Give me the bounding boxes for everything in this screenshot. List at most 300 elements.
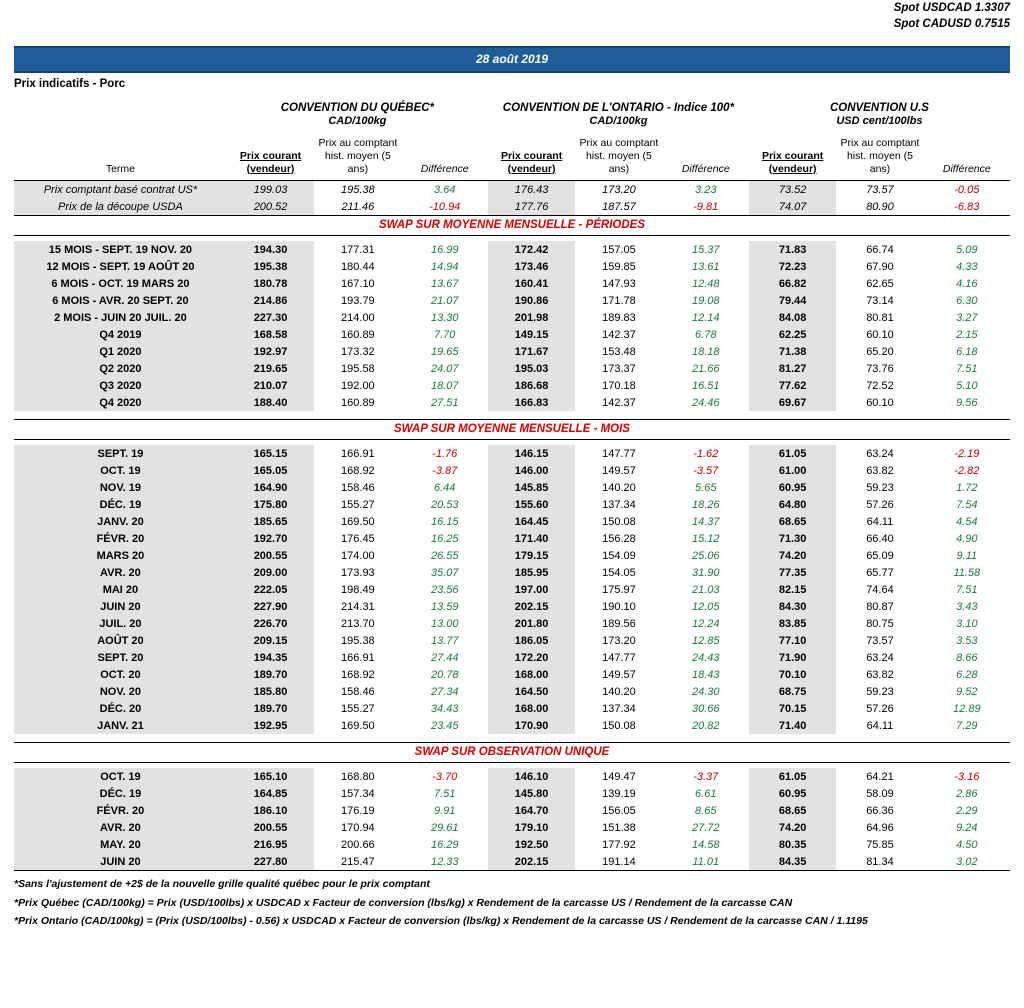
row-label: Q3 2020 [14,377,227,394]
cell-on-current: 195.03 [488,360,575,377]
cell-qc-current: 192.97 [227,343,314,360]
cell-qc-diff: 14.94 [430,260,459,273]
cell-qc-hist: 173.32 [341,345,375,358]
cell-us-hist: 63.82 [866,668,894,681]
cell-us-diff: 5.10 [956,379,978,392]
cell-us-hist: 65.77 [866,566,894,579]
cell-qc-current: 189.70 [227,666,314,683]
row-label: OCT. 20 [14,666,227,683]
cell-on-hist: 170.18 [602,379,636,392]
cell-us-current: 60.95 [749,479,836,496]
cell-on-hist: 149.57 [602,668,636,681]
cell-us-current: 70.10 [749,666,836,683]
cell-us-diff: 3.10 [956,617,978,630]
cell-on-hist: 171.78 [602,294,636,307]
cell-us-diff: 9.52 [956,685,978,698]
column-header-on-diff: Différence [681,162,730,175]
cell-qc-hist: 155.27 [341,498,375,511]
cell-qc-hist: 180.44 [341,260,375,273]
cell-qc-hist: 168.80 [341,770,375,783]
cell-qc-diff: 13.59 [430,600,459,613]
cell-us-current: 77.62 [749,377,836,394]
cell-qc-diff: -3.87 [432,464,458,477]
cell-on-hist: 187.57 [602,200,636,213]
cell-qc-current: 227.30 [227,309,314,326]
cell-us-hist: 57.26 [866,702,894,715]
footnote-1: *Sans l'ajustement de +2$ de la nouvelle grille qualité québec pour le prix comptant [14,878,430,891]
cell-us-hist: 81.34 [866,855,894,868]
cell-us-hist: 60.10 [866,328,894,341]
cell-on-diff: 21.03 [692,583,720,596]
cell-on-hist: 154.09 [602,549,636,562]
row-label: 6 MOIS - OCT. 19 MARS 20 [14,275,227,292]
cell-on-current: 201.80 [488,615,575,632]
cell-us-diff: 5.09 [956,243,978,256]
cell-qc-current: 227.90 [227,598,314,615]
cell-qc-hist: 168.92 [341,464,375,477]
cell-on-diff: 5.65 [695,481,717,494]
cell-on-diff: 20.82 [692,719,720,732]
cell-qc-diff: 23.56 [430,583,459,596]
cell-qc-diff: 13.77 [430,634,459,647]
cell-on-diff: 6.78 [695,328,717,341]
cell-qc-current: 194.35 [227,649,314,666]
row-label: OCT. 19 [14,768,227,785]
cell-qc-diff: 18.07 [430,379,459,392]
cell-on-diff: 8.65 [695,804,717,817]
row-label: Q2 2020 [14,360,227,377]
cell-on-diff: 3.23 [695,183,717,196]
cell-us-diff: 6.30 [956,294,978,307]
cell-on-diff: 14.37 [692,515,720,528]
cell-us-current: 74.20 [749,547,836,564]
cell-us-diff: 4.33 [956,260,978,273]
table-row [14,258,1010,275]
table-row [14,632,1010,649]
cell-qc-diff: 16.15 [430,515,459,528]
cell-qc-hist: 170.94 [341,821,375,834]
cell-on-current: 146.15 [488,445,575,462]
cell-on-diff: 18.26 [692,498,720,511]
cell-on-hist: 177.92 [602,838,636,851]
row-label: JUIN 20 [14,598,227,615]
cell-us-diff: -3.16 [954,770,980,783]
cell-on-diff: 30.66 [692,702,720,715]
cell-on-hist: 142.37 [602,396,636,409]
cell-qc-current: 222.05 [227,581,314,598]
cell-qc-current: 168.58 [227,326,314,343]
cell-on-hist: 173.37 [602,362,636,375]
cell-qc-diff: -1.76 [432,447,458,460]
cell-qc-diff: 26.55 [430,549,459,562]
cell-on-diff: 24.43 [692,651,720,664]
convention-title-us: CONVENTION U.S [829,102,929,114]
convention-unit-qc: CAD/100kg [328,115,387,127]
cell-us-current: 60.95 [749,785,836,802]
table-row [14,683,1010,700]
cell-us-hist: 67.90 [866,260,894,273]
cell-us-current: 84.35 [749,853,836,871]
cell-us-current: 77.35 [749,564,836,581]
cell-qc-diff: 20.78 [430,668,459,681]
cell-qc-hist: 168.92 [341,668,375,681]
row-label: DÉC. 19 [14,496,227,513]
cell-qc-diff: 27.51 [430,396,459,409]
cell-on-current: 170.90 [488,717,575,734]
cell-qc-diff: 6.44 [434,481,456,494]
table-row [14,309,1010,326]
cell-qc-current: 185.65 [227,513,314,530]
table-row [14,836,1010,853]
cell-qc-hist: 198.49 [341,583,375,596]
cell-us-hist: 80.81 [866,311,894,324]
cell-us-hist: 80.87 [866,600,894,613]
row-label: Q4 2019 [14,326,227,343]
cell-on-current: 172.20 [488,649,575,666]
cell-us-hist: 57.26 [866,498,894,511]
spot-usdcad: Spot USDCAD 1.3307 [893,2,1010,14]
row-label: DÉC. 20 [14,700,227,717]
table-row [14,343,1010,360]
cell-us-diff: 4.90 [956,532,978,545]
convention-units-row [14,115,1010,137]
cell-on-hist: 140.20 [602,481,636,494]
cell-on-current: 168.00 [488,700,575,717]
cell-on-hist: 154.05 [602,566,636,579]
cell-on-hist: 159.85 [602,260,636,273]
cell-us-current: 61.05 [749,445,836,462]
cell-qc-hist: 195.58 [341,362,375,375]
cell-us-diff: 9.11 [956,549,978,562]
cell-qc-hist: 166.91 [341,447,375,460]
cell-on-hist: 137.34 [602,498,636,511]
row-label: 15 MOIS - SEPT. 19 NOV. 20 [14,241,227,258]
row-label: AOÛT 20 [14,632,227,649]
cell-us-diff: 3.02 [956,855,978,868]
cell-us-hist: 59.23 [866,685,894,698]
price-table [14,90,1010,871]
cell-us-current: 64.80 [749,496,836,513]
cell-on-hist: 189.56 [602,617,636,630]
cell-qc-diff: 7.70 [434,328,456,341]
row-label: Prix comptant basé contrat US* [14,181,227,199]
cell-qc-current: 189.70 [227,700,314,717]
cell-on-hist: 153.48 [602,345,636,358]
cell-us-hist: 63.82 [866,464,894,477]
footnote-3: *Prix Ontario (CAD/100kg) = (Prix (USD/100lbs) - 0.56) x USDCAD x Facteur de conversion (lbs/kg) x Rendement de la carcasse US / Rendement de la carcasse CAN / 1.1195 [14,914,868,927]
cell-on-diff: 12.05 [692,600,720,613]
cell-on-current: 171.67 [488,343,575,360]
column-header-on-current: Prix courant (vendeur) [500,149,563,175]
row-label: AVR. 20 [14,819,227,836]
page-title: Prix indicatifs - Porc [14,78,126,90]
cell-on-diff: 15.12 [692,532,720,545]
cell-on-diff: 11.01 [692,855,720,868]
cell-us-current: 72.23 [749,258,836,275]
cell-on-hist: 175.97 [602,583,636,596]
cell-qc-diff: 9.91 [434,804,456,817]
cell-qc-current: 165.10 [227,768,314,785]
cell-on-hist: 189.83 [602,311,636,324]
cell-qc-hist: 169.50 [341,515,375,528]
table-row [14,530,1010,547]
column-header-qc-diff: Différence [420,162,469,175]
cell-us-hist: 74.64 [866,583,894,596]
cell-on-current: 171.40 [488,530,575,547]
cell-on-hist: 147.77 [602,447,636,460]
section-banner: SWAP SUR MOYENNE MENSUELLE - MOIS [14,420,1010,440]
cell-on-diff: 12.85 [692,634,720,647]
cell-on-current: 176.43 [488,181,575,199]
cell-qc-current: 214.86 [227,292,314,309]
cell-on-current: 168.00 [488,666,575,683]
cell-us-current: 66.82 [749,275,836,292]
cell-on-diff: 6.61 [695,787,717,800]
cell-qc-hist: 157.34 [341,787,375,800]
cell-qc-current: 209.15 [227,632,314,649]
cell-qc-hist: 215.47 [341,855,375,868]
cell-us-hist: 66.36 [866,804,894,817]
cell-us-diff: 11.58 [953,566,981,579]
cell-qc-hist: 158.46 [341,481,375,494]
cell-on-diff: 19.08 [692,294,720,307]
table-row [14,768,1010,785]
cell-on-diff: 31.90 [692,566,720,579]
cell-qc-hist: 195.38 [341,183,375,196]
table-row [14,275,1010,292]
cell-qc-hist: 167.10 [341,277,375,290]
cell-on-hist: 137.34 [602,702,636,715]
cell-on-diff: 12.14 [692,311,720,324]
table-row [14,292,1010,309]
table-row [14,785,1010,802]
section-banner: SWAP SUR OBSERVATION UNIQUE [14,743,1010,763]
cell-qc-current: 164.90 [227,479,314,496]
cell-qc-diff: 19.65 [430,345,459,358]
cell-us-current: 77.10 [749,632,836,649]
table-row [14,462,1010,479]
cell-us-diff: 3.43 [956,600,978,613]
cell-qc-current: 164.85 [227,785,314,802]
cell-us-diff: 6.28 [956,668,978,681]
cell-qc-diff: 16.29 [430,838,459,851]
row-label: JUIN 20 [14,853,227,871]
cell-on-diff: 14.58 [692,838,720,851]
row-label: 6 MOIS - AVR. 20 SEPT. 20 [14,292,227,309]
cell-us-hist: 73.14 [866,294,894,307]
cell-on-diff: -3.57 [693,464,719,477]
column-header-us-hist: Prix au comptant hist. moyen (5 ans) [840,137,920,175]
cell-us-diff: 12.89 [953,702,981,715]
cell-on-current: 160.41 [488,275,575,292]
table-row [14,649,1010,666]
cell-qc-hist: 214.31 [341,600,375,613]
cell-qc-diff: 21.07 [430,294,459,307]
section-rule [14,871,1010,872]
section-banner: SWAP SUR MOYENNE MENSUELLE - PÉRIODES [14,216,1010,236]
cell-qc-diff: 20.53 [430,498,459,511]
table-row [14,479,1010,496]
cell-qc-hist: 173.93 [341,566,375,579]
cell-on-hist: 173.20 [602,183,636,196]
cell-on-current: 186.05 [488,632,575,649]
cell-qc-diff: -10.94 [429,200,461,213]
cell-qc-current: 165.15 [227,445,314,462]
cell-us-hist: 73.57 [866,183,894,196]
cell-qc-current: 165.05 [227,462,314,479]
cell-us-hist: 58.09 [866,787,894,800]
cell-us-current: 70.15 [749,700,836,717]
cell-on-current: 164.45 [488,513,575,530]
cell-us-diff: -2.19 [954,447,980,460]
cell-qc-current: 226.70 [227,615,314,632]
row-label: Q4 2020 [14,394,227,411]
cell-on-current: 177.76 [488,198,575,216]
cell-qc-hist: 200.66 [341,838,375,851]
cell-us-diff: 9.56 [956,396,978,409]
cell-us-diff: 9.24 [956,821,978,834]
cell-us-current: 68.65 [749,802,836,819]
cell-on-current: 145.80 [488,785,575,802]
cell-qc-diff: 12.33 [430,855,459,868]
convention-title-qc: CONVENTION DU QUÉBEC* [280,102,435,114]
column-header-term: Terme [105,162,136,175]
cell-qc-current: 227.80 [227,853,314,871]
cell-qc-diff: 35.07 [430,566,459,579]
cell-on-diff: 12.48 [692,277,720,290]
cell-on-current: 197.00 [488,581,575,598]
cell-qc-hist: 211.46 [341,200,375,213]
cell-qc-hist: 160.89 [341,328,375,341]
cell-qc-diff: 24.07 [430,362,459,375]
cell-on-diff: 24.46 [692,396,720,409]
column-header-qc-current: Prix courant (vendeur) [239,149,302,175]
row-label: OCT. 19 [14,462,227,479]
cell-us-hist: 65.09 [866,549,894,562]
table-row [14,581,1010,598]
cell-qc-current: 199.03 [227,181,314,199]
cell-qc-diff: 34.43 [430,702,459,715]
cell-qc-current: 200.55 [227,547,314,564]
cell-qc-current: 188.40 [227,394,314,411]
row-label: 12 MOIS - SEPT. 19 AOÛT 20 [14,258,227,275]
cell-qc-current: 195.38 [227,258,314,275]
cell-on-current: 201.98 [488,309,575,326]
cell-us-diff: 1.72 [956,481,978,494]
convention-title-on: CONVENTION DE L'ONTARIO - Indice 100* [502,102,735,114]
cell-us-diff: 3.27 [956,311,978,324]
cell-us-hist: 64.96 [866,821,894,834]
cell-on-diff: 12.24 [692,617,720,630]
cell-us-current: 83.85 [749,615,836,632]
cell-us-hist: 59.23 [866,481,894,494]
table-row [14,666,1010,683]
cell-on-hist: 142.37 [602,328,636,341]
cell-qc-diff: 29.61 [430,821,459,834]
cell-us-diff: 8.66 [956,651,978,664]
cell-on-current: 146.10 [488,768,575,785]
cell-us-hist: 73.76 [866,362,894,375]
convention-unit-on: CAD/100kg [589,115,648,127]
convention-titles-row [14,90,1010,115]
table-row [14,181,1010,199]
cell-us-hist: 62.65 [866,277,894,290]
cell-on-hist: 149.47 [602,770,636,783]
table-row [14,377,1010,394]
cell-qc-hist: 176.45 [341,532,375,545]
cell-us-current: 74.20 [749,819,836,836]
cell-us-hist: 66.40 [866,532,894,545]
table-row [14,802,1010,819]
table-row [14,198,1010,216]
cell-us-hist: 63.24 [866,651,894,664]
row-label: SEPT. 20 [14,649,227,666]
row-spacer [14,411,1010,420]
cell-qc-current: 219.65 [227,360,314,377]
cell-on-current: 186.68 [488,377,575,394]
cell-us-diff: 7.51 [956,362,978,375]
table-row [14,853,1010,871]
cell-on-hist: 190.10 [602,600,636,613]
cell-qc-current: 186.10 [227,802,314,819]
cell-on-diff: 16.51 [692,379,720,392]
cell-qc-diff: 16.25 [430,532,459,545]
cell-on-current: 149.15 [488,326,575,343]
column-header-on-hist: Prix au comptant hist. moyen (5 ans) [579,137,659,175]
cell-qc-current: 175.80 [227,496,314,513]
cell-qc-hist: 166.91 [341,651,375,664]
table-row [14,547,1010,564]
cell-us-current: 74.07 [749,198,836,216]
spot-rates [0,0,1024,32]
cell-on-hist: 147.77 [602,651,636,664]
cell-qc-hist: 169.50 [341,719,375,732]
cell-us-current: 71.30 [749,530,836,547]
cell-us-current: 84.30 [749,598,836,615]
cell-on-current: 202.15 [488,853,575,871]
cell-us-diff: 7.29 [956,719,978,732]
table-row [14,394,1010,411]
row-label: FÉVR. 20 [14,802,227,819]
cell-us-current: 80.35 [749,836,836,853]
cell-us-diff: -6.83 [954,200,980,213]
cell-on-diff: 21.66 [692,362,720,375]
cell-on-hist: 156.05 [602,804,636,817]
cell-on-hist: 147.93 [602,277,636,290]
convention-unit-us: USD cent/100lbs [836,115,923,127]
cell-qc-diff: 13.67 [430,277,459,290]
cell-qc-diff: 13.00 [430,617,459,630]
cell-qc-hist: 177.31 [341,243,375,256]
cell-us-diff: 7.51 [956,583,978,596]
cell-qc-hist: 155.27 [341,702,375,715]
cell-us-diff: 4.50 [956,838,978,851]
cell-us-current: 71.40 [749,717,836,734]
cell-us-hist: 64.21 [866,770,894,783]
cell-on-diff: 18.18 [692,345,720,358]
cell-qc-current: 210.07 [227,377,314,394]
cell-on-hist: 140.20 [602,685,636,698]
footnotes [14,875,1010,930]
row-label: JANV. 21 [14,717,227,734]
cell-on-diff: 13.61 [692,260,720,273]
cell-us-current: 61.00 [749,462,836,479]
cell-us-hist: 60.10 [866,396,894,409]
cell-us-hist: 63.24 [866,447,894,460]
cell-qc-hist: 213.70 [341,617,375,630]
cell-on-current: 155.60 [488,496,575,513]
cell-qc-hist: 214.00 [341,311,375,324]
